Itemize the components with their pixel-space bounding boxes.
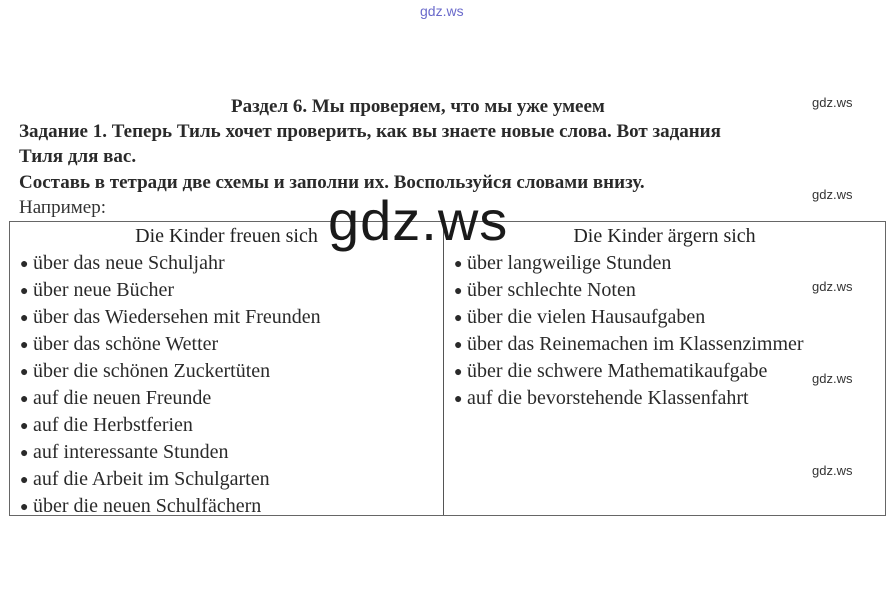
bullet-icon: ● xyxy=(454,284,463,299)
list-item-text: über schlechte Noten xyxy=(467,279,636,301)
list-item xyxy=(444,250,885,277)
task-text-line-1: Задание 1. Теперь Тиль хочет проверить, как вы знаете новые слова. Вот задания xyxy=(19,121,721,142)
task-text-line-2: Тиля для вас. xyxy=(19,146,137,167)
list-item xyxy=(10,250,443,277)
list-item xyxy=(10,412,443,439)
list-item-text: auf die neuen Freunde xyxy=(33,387,212,409)
watermark-center: gdz.ws xyxy=(328,189,509,252)
phrase-list-aergern xyxy=(444,250,885,412)
list-item xyxy=(10,358,443,385)
list-item xyxy=(444,304,885,331)
bullet-icon: ● xyxy=(20,473,29,488)
list-item xyxy=(10,493,443,520)
scheme-column-aergern xyxy=(444,222,885,412)
list-item-text: über die schönen Zuckertüten xyxy=(33,360,271,382)
column-header-aergern: Die Kinder ärgern sich xyxy=(573,225,756,247)
watermark-side-2: gdz.ws xyxy=(812,187,853,202)
list-item xyxy=(444,385,885,412)
watermark-side-1: gdz.ws xyxy=(812,95,853,110)
bullet-icon: ● xyxy=(454,311,463,326)
bullet-icon: ● xyxy=(20,500,29,515)
section-title: Раздел 6. Мы проверяем, что мы уже умеем xyxy=(231,96,605,117)
watermark-side-5: gdz.ws xyxy=(812,463,853,478)
list-item-text: auf die Arbeit im Schulgarten xyxy=(33,468,270,490)
list-item xyxy=(10,439,443,466)
bullet-icon: ● xyxy=(20,338,29,353)
list-item-text: über die vielen Hausaufgaben xyxy=(467,306,706,328)
bullet-icon: ● xyxy=(454,257,463,272)
list-item-text: über die schwere Mathematikaufgabe xyxy=(467,360,768,382)
list-item-text: über das neue Schuljahr xyxy=(33,252,225,274)
watermark-top: gdz.ws xyxy=(420,3,464,19)
bullet-icon: ● xyxy=(20,257,29,272)
phrase-list-freuen xyxy=(10,250,443,520)
list-item-text: über langweilige Stunden xyxy=(467,252,672,274)
list-item xyxy=(10,331,443,358)
bullet-icon: ● xyxy=(454,365,463,380)
list-item xyxy=(444,331,885,358)
column-header-freuen: Die Kinder freuen sich xyxy=(135,225,318,247)
list-item xyxy=(10,277,443,304)
bullet-icon: ● xyxy=(20,284,29,299)
list-item-text: über das schöne Wetter xyxy=(33,333,219,355)
watermark-side-4: gdz.ws xyxy=(812,371,853,386)
list-item-text: auf interessante Stunden xyxy=(33,441,229,463)
bullet-icon: ● xyxy=(20,392,29,407)
bullet-icon: ● xyxy=(20,446,29,461)
list-item-text: auf die bevorstehende Klassenfahrt xyxy=(467,387,749,409)
bullet-icon: ● xyxy=(20,419,29,434)
list-item-text: über die neuen Schulfächern xyxy=(33,495,262,517)
watermark-side-3: gdz.ws xyxy=(812,279,853,294)
bullet-icon: ● xyxy=(454,392,463,407)
list-item xyxy=(10,304,443,331)
list-item xyxy=(444,358,885,385)
list-item-text: über das Reinemachen im Klassenzimmer xyxy=(467,333,804,355)
example-label: Например: xyxy=(19,197,106,218)
scheme-table xyxy=(9,221,886,516)
list-item xyxy=(10,466,443,493)
list-item-text: auf die Herbstferien xyxy=(33,414,193,436)
bullet-icon: ● xyxy=(20,311,29,326)
list-item xyxy=(10,385,443,412)
bullet-icon: ● xyxy=(20,365,29,380)
task-text-line-3: Составь в тетради две схемы и заполни их. Воспользуйся словами внизу. xyxy=(19,172,645,193)
scheme-column-freuen xyxy=(10,222,443,520)
list-item xyxy=(444,277,885,304)
list-item-text: über neue Bücher xyxy=(33,279,175,301)
bullet-icon: ● xyxy=(454,338,463,353)
list-item-text: über das Wiedersehen mit Freunden xyxy=(33,306,321,328)
